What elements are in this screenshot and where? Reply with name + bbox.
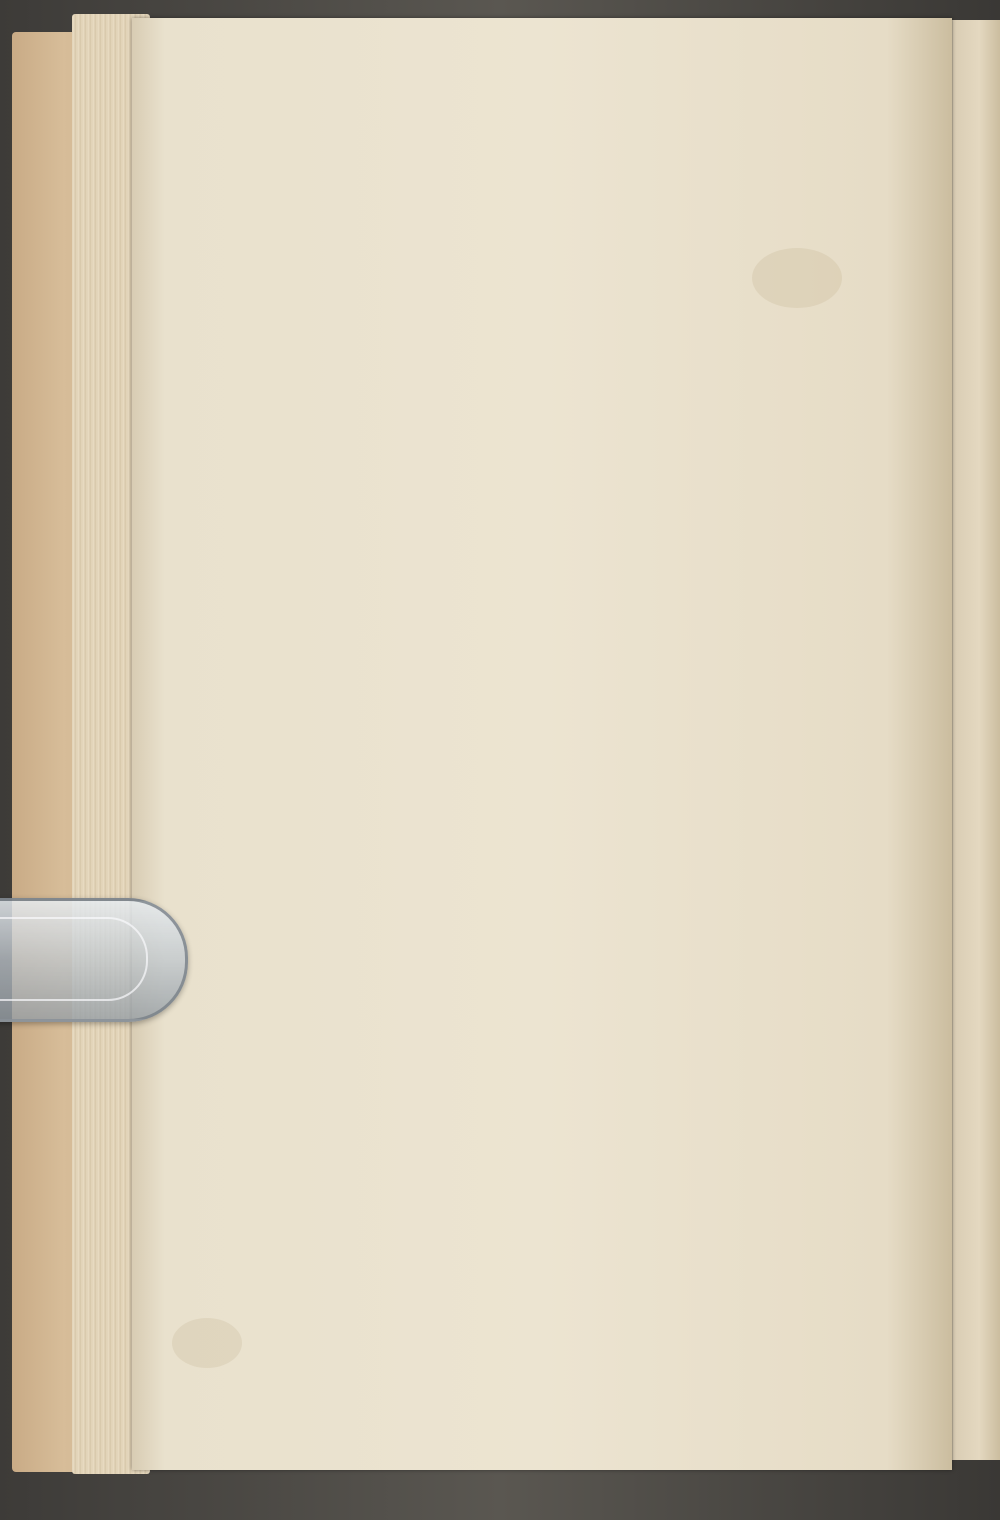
digitization-credit [985,1504,992,1516]
next-page-edge [948,20,1000,1460]
page-clip-highlight [0,917,148,1001]
paper-stain [752,248,842,308]
page-clip [0,898,188,1022]
paper-stain [172,1318,242,1368]
book-page [132,18,952,1470]
